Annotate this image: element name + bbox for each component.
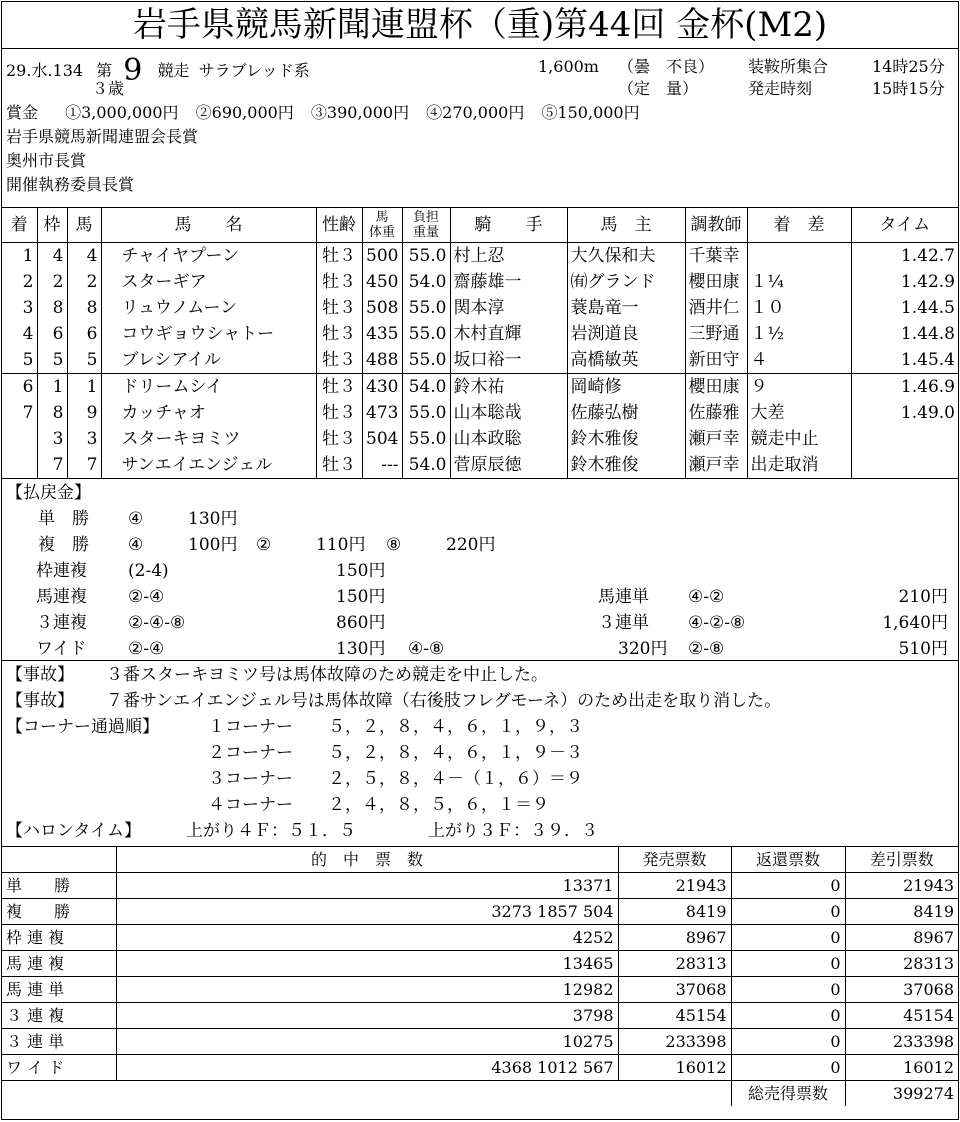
result-burden: 55.0 (402, 426, 450, 452)
corner-4-label: ４コーナー (208, 795, 293, 815)
award-1: 岩手県競馬新聞連盟会長賞 (6, 127, 199, 146)
result-burden: 54.0 (402, 452, 450, 479)
corner-4-order: ２，４，８，５，６，１＝９ (328, 795, 549, 815)
votes-type: 枠 連 複 (2, 925, 116, 951)
result-sexage: 牡３ (316, 426, 362, 452)
corner-1-label: １コーナー (208, 717, 293, 737)
votes-refund: 0 (731, 925, 845, 951)
result-burden: 55.0 (402, 400, 450, 426)
result-sexage: 牡３ (316, 269, 362, 295)
votes-net: 233398 (845, 1029, 958, 1055)
votes-net: 37068 (845, 977, 958, 1003)
prize-4: ④270,000円 (426, 103, 525, 122)
col-owner: 馬 主 (567, 208, 685, 243)
result-owner: ㈲グランド (567, 269, 685, 295)
result-jockey: 村上忍 (450, 243, 567, 270)
result-burden: 55.0 (402, 243, 450, 270)
col-horse-name: 馬 名 (101, 208, 316, 243)
result-horse-no: 7 (67, 452, 101, 479)
votes-type: ３ 連 複 (2, 1003, 116, 1029)
result-finish: 7 (22, 403, 34, 423)
votes-total-value: 399274 (845, 1081, 958, 1107)
prize-1: ①3,000,000円 (65, 103, 179, 122)
furlong-label: 【ハロンタイム】 (6, 821, 141, 841)
result-horse-name: スターギア (101, 269, 316, 295)
result-time: 1.42.7 (851, 243, 958, 270)
result-horse-name: リュウノムーン (101, 295, 316, 321)
fukusho-label: 複 勝 (38, 535, 89, 555)
result-horse-no: 6 (67, 321, 101, 347)
result-owner: 岡崎修 (567, 374, 685, 401)
result-horse-name: コウギョウシャトー (101, 321, 316, 347)
umatan-comb: ④-② (688, 587, 725, 607)
result-margin: 出走取消 (747, 452, 851, 479)
col-jockey: 騎 手 (450, 208, 567, 243)
result-margin: １½ (747, 321, 851, 347)
result-finish: 1 (22, 246, 34, 266)
race-result-sheet (1, 1, 959, 1120)
trio-comb: ②-④-⑧ (128, 613, 186, 633)
votes-row (2, 1029, 958, 1055)
wide-label: ワイド (36, 639, 87, 659)
result-finish: 4 (22, 324, 34, 344)
trio-label: ３連複 (36, 613, 87, 633)
votes-hits: 13371 (116, 873, 618, 899)
prize-5: ⑤150,000円 (541, 103, 640, 122)
col-bracket: 枠 (37, 208, 67, 243)
result-jockey: 山本政聡 (450, 426, 567, 452)
result-row (2, 374, 958, 401)
trio-amount: 860円 (336, 613, 386, 633)
result-time: 1.44.8 (851, 321, 958, 347)
umatan-label: 馬連単 (598, 587, 649, 607)
votes-refund: 0 (731, 1029, 845, 1055)
result-time: 1.46.9 (851, 374, 958, 401)
result-owner: 大久保和夫 (567, 243, 685, 270)
result-finish (2, 426, 37, 452)
accident-label-2: 【事故】 (6, 691, 74, 711)
result-owner: 鈴木雅俊 (567, 452, 685, 479)
result-margin (747, 243, 851, 270)
fukusho-comb-1: ④ (128, 535, 144, 555)
votes-hits: 10275 (116, 1029, 618, 1055)
results-body (2, 243, 958, 479)
result-time (851, 452, 958, 479)
race-title: 岩手県競馬新聞連盟杯（重)第44回 金杯(M2) (2, 2, 958, 49)
tansho-comb: ④ (128, 509, 144, 529)
votes-row (2, 873, 958, 899)
trifecta-amount: 1,640円 (882, 613, 948, 633)
corner-label: 【コーナー通過順】 (6, 717, 159, 737)
results-header-row (2, 208, 958, 243)
result-row (2, 295, 958, 321)
col-burden-bottom: 重量 (412, 225, 439, 240)
result-jockey: 鈴木祐 (450, 374, 567, 401)
result-jockey: 齋藤雄一 (450, 269, 567, 295)
result-finish: 5 (22, 350, 34, 370)
result-horse-no: 4 (67, 243, 101, 270)
votes-type: 複 勝 (2, 899, 116, 925)
result-bracket: 2 (37, 269, 67, 295)
wide-comb-1: ②-④ (128, 639, 165, 659)
umaren-comb: ②-④ (128, 587, 165, 607)
start-time: 15時15分 (872, 79, 945, 98)
result-horse-name: サンエイエンジェル (101, 452, 316, 479)
wide-comb-3: ②-⑧ (688, 639, 725, 659)
prize-line (6, 103, 640, 123)
wide-amount-2: 320円 (618, 639, 668, 659)
fukusho-comb-2: ② (256, 535, 272, 555)
prize-2: ②690,000円 (195, 103, 294, 122)
col-time: タイム (851, 208, 958, 243)
umatan-amount: 210円 (898, 587, 948, 607)
result-sexage: 牡３ (316, 374, 362, 401)
col-finish: 着 (2, 208, 37, 243)
result-bracket: 8 (37, 400, 67, 426)
race-number: 9 (123, 53, 143, 88)
votes-hits: 12982 (116, 977, 618, 1003)
result-sexage: 牡３ (316, 452, 362, 479)
result-horse-no: 1 (67, 374, 101, 401)
votes-col-refund: 返還票数 (731, 847, 845, 873)
result-weight: 473 (362, 400, 402, 426)
result-weight: 488 (362, 347, 402, 374)
race-info-line (6, 53, 310, 88)
votes-row (2, 1055, 958, 1081)
votes-refund: 0 (731, 899, 845, 925)
result-row (2, 243, 958, 270)
result-horse-no: 2 (67, 269, 101, 295)
votes-net: 8967 (845, 925, 958, 951)
votes-sold: 16012 (618, 1055, 731, 1081)
fukusho-amount-3: 220円 (446, 535, 496, 555)
result-jockey: 坂口裕一 (450, 347, 567, 374)
notes-section (2, 661, 958, 846)
votes-type: ３ 連 単 (2, 1029, 116, 1055)
result-trainer: 櫻田康 (685, 374, 747, 401)
votes-sold: 45154 (618, 1003, 731, 1029)
result-horse-name: カッチャオ (101, 400, 316, 426)
result-time: 1.44.5 (851, 295, 958, 321)
assembly-label: 装鞍所集合 (748, 57, 829, 76)
result-owner: 岩渕道良 (567, 321, 685, 347)
last-4f: 上がり４Ｆ：５１．５ (186, 821, 356, 841)
tansho-label: 単 勝 (38, 509, 89, 529)
result-horse-no: 8 (67, 295, 101, 321)
votes-sold: 8419 (618, 899, 731, 925)
result-time: 1.45.4 (851, 347, 958, 374)
result-horse-no: 5 (67, 347, 101, 374)
votes-net: 16012 (845, 1055, 958, 1081)
result-margin: ４ (747, 347, 851, 374)
votes-refund: 0 (731, 951, 845, 977)
col-weight-bottom: 体重 (368, 225, 395, 240)
result-time: 1.42.9 (851, 269, 958, 295)
payout-heading: 【払戻金】 (6, 483, 91, 503)
votes-header-row (2, 847, 958, 873)
track-condition: （曇 不良） (618, 57, 715, 76)
votes-refund: 0 (731, 1003, 845, 1029)
fukusho-amount-2: 110円 (316, 535, 366, 555)
votes-hits: 13465 (116, 951, 618, 977)
votes-refund: 0 (731, 873, 845, 899)
result-sexage: 牡３ (316, 243, 362, 270)
result-bracket: 8 (37, 295, 67, 321)
result-owner: 佐藤弘樹 (567, 400, 685, 426)
result-margin: 大差 (747, 400, 851, 426)
result-horse-name: ブレシアイル (101, 347, 316, 374)
race-header (2, 49, 958, 208)
votes-sold: 28313 (618, 951, 731, 977)
votes-net: 45154 (845, 1003, 958, 1029)
result-sexage: 牡３ (316, 295, 362, 321)
corner-3-label: ３コーナー (208, 769, 293, 789)
votes-hits: 4368 1012 567 (116, 1055, 618, 1081)
umaren-amount: 150円 (336, 587, 386, 607)
result-jockey: 関本淳 (450, 295, 567, 321)
result-row (2, 400, 958, 426)
result-trainer: 酒井仁 (685, 295, 747, 321)
result-burden: 55.0 (402, 295, 450, 321)
result-weight: 430 (362, 374, 402, 401)
votes-total-spacer (2, 1081, 618, 1107)
result-weight: 450 (362, 269, 402, 295)
result-weight: 508 (362, 295, 402, 321)
result-finish (2, 452, 37, 479)
results-table (2, 208, 958, 479)
result-owner: 高橋敏英 (567, 347, 685, 374)
result-margin: １¼ (747, 269, 851, 295)
award-3: 開催執務委員長賞 (6, 175, 135, 194)
votes-refund: 0 (731, 977, 845, 1003)
col-horse-no: 馬 (67, 208, 101, 243)
votes-hits: 3798 (116, 1003, 618, 1029)
col-burden (402, 208, 450, 243)
votes-sold: 8967 (618, 925, 731, 951)
trifecta-comb: ④-②-⑧ (688, 613, 746, 633)
result-bracket: 6 (37, 321, 67, 347)
umaren-label: 馬連複 (36, 587, 87, 607)
result-row (2, 269, 958, 295)
votes-col-hits: 的 中 票 数 (116, 847, 618, 873)
corner-3-order: ２，５，８，４－（１，６）＝９ (328, 769, 583, 789)
fukusho-comb-3: ⑧ (386, 535, 402, 555)
result-burden: 54.0 (402, 374, 450, 401)
last-3f: 上がり３Ｆ：３９．３ (428, 821, 598, 841)
wakuren-comb: (2-4) (128, 561, 169, 581)
votes-row (2, 977, 958, 1003)
result-jockey: 山本聡哉 (450, 400, 567, 426)
result-weight: --- (362, 452, 402, 479)
start-label: 発走時刻 (748, 79, 813, 98)
result-sexage: 牡３ (316, 347, 362, 374)
result-burden: 55.0 (402, 321, 450, 347)
votes-type: ワ イ ド (2, 1055, 116, 1081)
votes-row (2, 951, 958, 977)
result-time (851, 426, 958, 452)
corner-2-order: ５，２，８，４，６，１，９－３ (328, 743, 583, 763)
wide-comb-2: ④-⑧ (408, 639, 445, 659)
col-weight-top: 馬 (375, 210, 389, 225)
result-trainer: 新田守 (685, 347, 747, 374)
result-jockey: 木村直輝 (450, 321, 567, 347)
wakuren-label: 枠連複 (36, 561, 87, 581)
result-burden: 55.0 (402, 347, 450, 374)
accident-text-1: ３番スターキヨミツ号は馬体故障のため競走を中止した。 (106, 665, 548, 685)
votes-sold: 233398 (618, 1029, 731, 1055)
assembly-time: 14時25分 (872, 57, 945, 76)
result-trainer: 瀬戸幸 (685, 426, 747, 452)
votes-col-net: 差引票数 (845, 847, 958, 873)
result-margin: 競走中止 (747, 426, 851, 452)
prize-3: ③390,000円 (310, 103, 410, 122)
result-time: 1.49.0 (851, 400, 958, 426)
votes-type: 馬 連 複 (2, 951, 116, 977)
result-sexage: 牡３ (316, 321, 362, 347)
result-burden: 54.0 (402, 269, 450, 295)
votes-row (2, 899, 958, 925)
votes-type: 単 勝 (2, 873, 116, 899)
votes-col-type (2, 847, 116, 873)
result-owner: 蓑島竜一 (567, 295, 685, 321)
payout-section (2, 479, 958, 661)
votes-total-label: 総売得票数 (731, 1081, 845, 1107)
col-trainer: 調教師 (685, 208, 747, 243)
breed: サラブレッド系 (198, 61, 310, 80)
votes-net: 8419 (845, 899, 958, 925)
wakuren-amount: 150円 (336, 561, 386, 581)
votes-row (2, 1003, 958, 1029)
result-horse-name: ドリームシイ (101, 374, 316, 401)
wide-amount-3: 510円 (898, 639, 948, 659)
result-finish: 6 (2, 374, 37, 401)
col-weight (362, 208, 402, 243)
race-dai: 第 (96, 61, 113, 80)
votes-row (2, 925, 958, 951)
result-weight: 500 (362, 243, 402, 270)
corner-1-order: ５，２，８，４，６，１，９，３ (328, 717, 583, 737)
trifecta-label: ３連単 (598, 613, 649, 633)
result-bracket: 5 (37, 347, 67, 374)
votes-refund: 0 (731, 1055, 845, 1081)
col-margin: 着 差 (747, 208, 851, 243)
race-distance: 1,600m (538, 57, 599, 76)
wide-amount-1: 130円 (336, 639, 386, 659)
result-owner: 鈴木雅俊 (567, 426, 685, 452)
result-margin: ９ (747, 374, 851, 401)
result-row (2, 426, 958, 452)
result-horse-name: スターキヨミツ (101, 426, 316, 452)
result-trainer: 瀬戸幸 (685, 452, 747, 479)
result-trainer: 櫻田康 (685, 269, 747, 295)
race-date: 29.水.134 (6, 61, 84, 80)
votes-sold: 37068 (618, 977, 731, 1003)
tansho-amount: 130円 (188, 509, 238, 529)
col-sexage: 性齢 (316, 208, 362, 243)
result-trainer: 佐藤雅 (685, 400, 747, 426)
votes-table (2, 846, 958, 1106)
votes-hits: 4252 (116, 925, 618, 951)
weight-rule: （定 量） (618, 79, 699, 98)
result-bracket: 1 (37, 374, 67, 401)
award-2: 奥州市長賞 (6, 151, 87, 170)
votes-net: 28313 (845, 951, 958, 977)
votes-hits: 3273 1857 504 (116, 899, 618, 925)
result-row (2, 347, 958, 374)
result-horse-name: チャイヤプーン (101, 243, 316, 270)
result-horse-no: 3 (67, 426, 101, 452)
result-row (2, 452, 958, 479)
votes-body (2, 873, 958, 1081)
votes-col-sold: 発売票数 (618, 847, 731, 873)
fukusho-amount-1: 100円 (188, 535, 238, 555)
result-row (2, 321, 958, 347)
result-trainer: 三野通 (685, 321, 747, 347)
col-burden-top: 負担 (412, 210, 439, 225)
race-age: ３歳 (92, 79, 125, 98)
result-weight: 435 (362, 321, 402, 347)
votes-net: 21943 (845, 873, 958, 899)
result-bracket: 3 (37, 426, 67, 452)
votes-type: 馬 連 単 (2, 977, 116, 1003)
prize-label: 賞金 (6, 103, 39, 122)
accident-label-1: 【事故】 (6, 665, 74, 685)
result-sexage: 牡３ (316, 400, 362, 426)
result-finish: 3 (22, 298, 34, 318)
result-margin: １０ (747, 295, 851, 321)
result-weight: 504 (362, 426, 402, 452)
result-horse-no: 9 (67, 400, 101, 426)
result-bracket: 4 (37, 243, 67, 270)
result-jockey: 菅原辰徳 (450, 452, 567, 479)
corner-2-label: ２コーナー (208, 743, 293, 763)
votes-total-row (2, 1081, 958, 1107)
votes-sold: 21943 (618, 873, 731, 899)
result-trainer: 千葉幸 (685, 243, 747, 270)
result-bracket: 7 (37, 452, 67, 479)
accident-text-2: ７番サンエイエンジェル号は馬体故障（右後肢フレグモーネ）のため出走を取り消した。 (106, 691, 782, 711)
result-finish: 2 (22, 272, 34, 292)
race-word: 競走 (157, 61, 190, 80)
